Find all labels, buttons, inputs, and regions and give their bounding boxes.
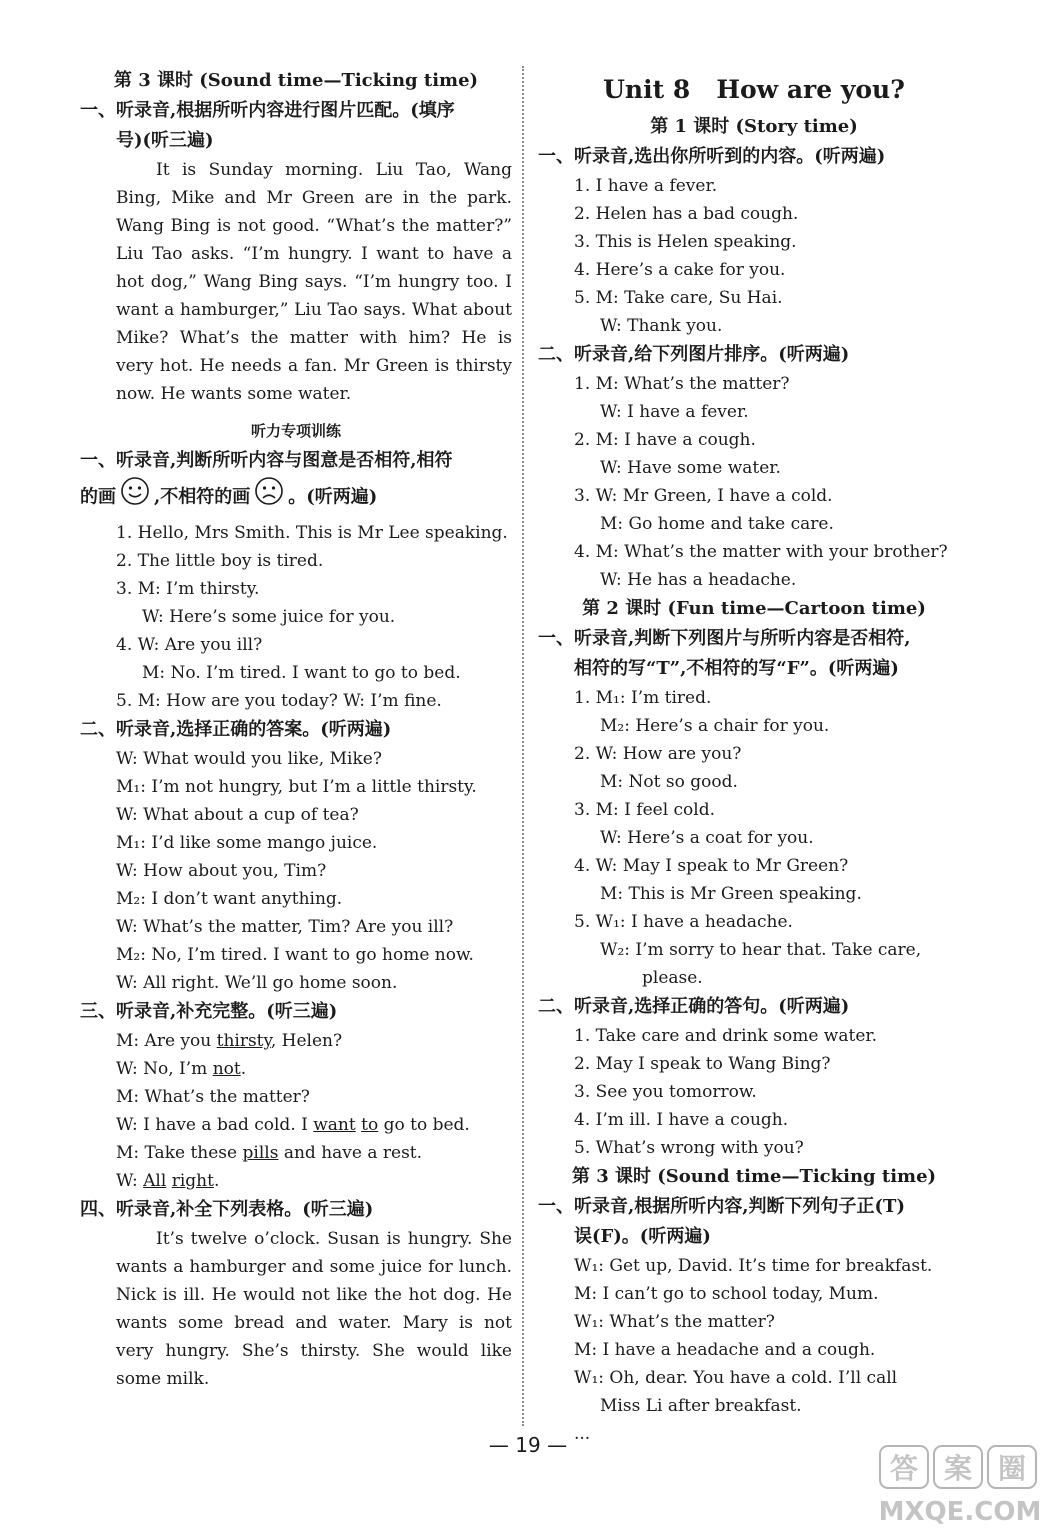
s3-text: M: Are you bbox=[116, 1031, 217, 1051]
right-r2-item: M: Go home and take care. bbox=[600, 514, 834, 534]
right-r2-item: 1. M: What’s the matter? bbox=[574, 374, 790, 394]
right-r1-item: 1. I have a fever. bbox=[574, 176, 718, 196]
left-s3-line bbox=[80, 1167, 512, 1195]
smiley-face-icon bbox=[120, 476, 150, 519]
right-r2-item: 2. M: I have a cough. bbox=[574, 430, 756, 450]
left-s1-heading-b1: 的画 bbox=[80, 486, 116, 508]
unit-title: Unit 8 How are you? bbox=[603, 75, 905, 104]
left-s1-heading-b2: ,不相符的画 bbox=[154, 486, 251, 508]
fill-in-answer: not bbox=[212, 1059, 241, 1079]
right-r1-heading: 一、听录音,选出你所听到的内容。(听两遍) bbox=[538, 146, 886, 167]
right-r2-item: 4. M: What’s the matter with your brother? bbox=[574, 542, 948, 562]
left-column bbox=[80, 66, 512, 1393]
right-r1-item: 3. This is Helen speaking. bbox=[574, 232, 797, 252]
s3-text: , Helen? bbox=[270, 1031, 343, 1051]
left-s3-line: M: What’s the matter? bbox=[116, 1087, 310, 1107]
special-training-title: 听力专项训练 bbox=[250, 422, 341, 440]
fill-in-answer: thirsty bbox=[216, 1031, 271, 1051]
fill-in-answer: to bbox=[361, 1115, 379, 1135]
right-r4-item: 1. Take care and drink some water. bbox=[574, 1026, 878, 1046]
right-r5-heading-cont: 误(F)。(听两遍) bbox=[574, 1226, 711, 1247]
right-r3-item: M: Not so good. bbox=[600, 772, 738, 792]
right-r4-item: 2. May I speak to Wang Bing? bbox=[574, 1054, 831, 1074]
fill-in-answer: All bbox=[143, 1171, 167, 1191]
right-r1-item: 2. Helen has a bad cough. bbox=[574, 204, 799, 224]
right-lesson1-title: 第 1 课时 (Story time) bbox=[650, 116, 858, 137]
left-s2-line: M₁: I’m not hungry, but I’m a little thirsty. bbox=[116, 777, 477, 797]
left-s1-item: 4. W: Are you ill? bbox=[116, 635, 263, 655]
left-s1-item: 5. M: How are you today? W: I’m fine. bbox=[116, 691, 442, 711]
left-q1-heading: 一、听录音,根据所听内容进行图片匹配。(填序 bbox=[80, 100, 455, 121]
left-s2-line: W: What’s the matter, Tim? Are you ill? bbox=[116, 917, 454, 937]
left-q1-passage: It is Sunday morning. Liu Tao, Wang Bing, Mike and Mr Green are in the park. Wang Bing is not good. “What’s the matter?” Liu Tao asks. “I’m hungry. I want to have a hot dog,” Wang Bing says. “I’m hungry too. I want a hamburger,” Liu Tao says. What about Mike? What’s the matter with him? He is very hot. He needs a fan. Mr Green is thirsty now. He wants some water. bbox=[116, 160, 512, 404]
right-r4-heading: 二、听录音,选择正确的答句。(听两遍) bbox=[538, 996, 850, 1017]
left-s3-line bbox=[80, 1055, 512, 1083]
left-s1-item: 3. M: I’m thirsty. bbox=[116, 579, 260, 599]
right-r5-item: W₁: Oh, dear. You have a cold. I’ll call bbox=[574, 1368, 898, 1388]
left-s3-heading: 三、听录音,补充完整。(听三遍) bbox=[80, 1001, 338, 1022]
watermark-logo bbox=[876, 1440, 1046, 1530]
left-lesson3-title: 第 3 课时 (Sound time—Ticking time) bbox=[113, 70, 479, 91]
s3-text: W: No, I’m bbox=[116, 1059, 213, 1079]
left-s3-line bbox=[80, 1027, 512, 1055]
right-r3-item: 1. M₁: I’m tired. bbox=[574, 688, 712, 708]
s3-text: W: bbox=[116, 1171, 144, 1191]
left-s1-item: W: Here’s some juice for you. bbox=[142, 607, 396, 627]
right-r5-item: W₁: What’s the matter? bbox=[574, 1312, 775, 1332]
right-r2-item: W: Have some water. bbox=[600, 458, 781, 478]
right-r4-item: 3. See you tomorrow. bbox=[574, 1082, 757, 1102]
left-s1-heading: 一、听录音,判断所听内容与图意是否相符,相符 bbox=[80, 450, 453, 471]
s3-text: . bbox=[213, 1171, 220, 1191]
fill-in-answer: want bbox=[313, 1115, 356, 1135]
right-r1-item: 5. M: Take care, Su Hai. bbox=[574, 288, 783, 308]
right-lesson2-title: 第 2 课时 (Fun time—Cartoon time) bbox=[582, 598, 926, 619]
column-divider bbox=[522, 66, 524, 1426]
left-s4-heading: 四、听录音,补全下列表格。(听三遍) bbox=[80, 1199, 374, 1220]
fill-in-answer: right bbox=[171, 1171, 214, 1191]
right-r2-item: 3. W: Mr Green, I have a cold. bbox=[574, 486, 833, 506]
svg-text:圈: 圈 bbox=[997, 1452, 1027, 1485]
right-r3-item: W: Here’s a coat for you. bbox=[600, 828, 814, 848]
right-r3-heading: 一、听录音,判断下列图片与所听内容是否相符, bbox=[538, 628, 911, 649]
right-r5-item: M: I have a headache and a cough. bbox=[574, 1340, 876, 1360]
right-r3-item: 5. W₁: I have a headache. bbox=[574, 912, 793, 932]
right-r3-item: 2. W: How are you? bbox=[574, 744, 742, 764]
right-r5-heading: 一、听录音,根据所听内容,判断下列句子正(T) bbox=[538, 1196, 905, 1217]
right-r1-item: W: Thank you. bbox=[600, 316, 723, 336]
left-s1-heading-b3: 。(听两遍) bbox=[288, 486, 378, 508]
right-r3-item: M: This is Mr Green speaking. bbox=[600, 884, 862, 904]
right-r5-item: W₁: Get up, David. It’s time for breakfast. bbox=[574, 1256, 933, 1276]
svg-text:答: 答 bbox=[889, 1452, 919, 1485]
left-s4-passage: It’s twelve o’clock. Susan is hungry. She wants a hamburger and some juice for lunch. Nick is ill. He would not like the hot dog. He wants some bread and water. Mary is not very hungry. She’s thirsty. She would like some milk. bbox=[116, 1229, 512, 1389]
right-r1-item: 4. Here’s a cake for you. bbox=[574, 260, 786, 280]
s3-text: M: Take these bbox=[116, 1143, 243, 1163]
right-lesson3-title: 第 3 课时 (Sound time—Ticking time) bbox=[571, 1166, 937, 1187]
left-s2-line: M₁: I’d like some mango juice. bbox=[116, 833, 378, 853]
right-r5-item: M: I can’t go to school today, Mum. bbox=[574, 1284, 879, 1304]
left-s3-line bbox=[80, 1139, 512, 1167]
s3-text: go to bed. bbox=[378, 1115, 470, 1135]
left-s1-heading-line2 bbox=[80, 476, 512, 519]
page-number: — 19 — bbox=[488, 1433, 568, 1457]
left-s1-item: 1. Hello, Mrs Smith. This is Mr Lee speaking. bbox=[116, 523, 508, 543]
right-r3-item: 3. M: I feel cold. bbox=[574, 800, 716, 820]
right-r2-item: W: He has a headache. bbox=[600, 570, 797, 590]
left-s2-heading: 二、听录音,选择正确的答案。(听两遍) bbox=[80, 719, 392, 740]
left-s1-item: M: No. I’m tired. I want to go to bed. bbox=[142, 663, 461, 683]
right-r3-item: 4. W: May I speak to Mr Green? bbox=[574, 856, 849, 876]
right-r3-item: M₂: Here’s a chair for you. bbox=[600, 716, 830, 736]
right-r5-item: ... bbox=[574, 1424, 591, 1444]
svg-text:MXQE.COM: MXQE.COM bbox=[878, 1497, 1042, 1527]
left-s2-line: W: How about you, Tim? bbox=[116, 861, 327, 881]
left-s1-item: 2. The little boy is tired. bbox=[116, 551, 324, 571]
right-r2-heading: 二、听录音,给下列图片排序。(听两遍) bbox=[538, 344, 850, 365]
right-r3-item: please. bbox=[642, 968, 703, 988]
svg-text:案: 案 bbox=[943, 1452, 973, 1485]
fill-in-answer: pills bbox=[242, 1143, 279, 1163]
s3-text: . bbox=[240, 1059, 247, 1079]
right-r3-item: W₂: I’m sorry to hear that. Take care, bbox=[600, 940, 922, 960]
left-s2-line: M₂: I don’t want anything. bbox=[116, 889, 343, 909]
left-s3-line bbox=[80, 1111, 512, 1139]
sad-face-icon bbox=[254, 476, 284, 519]
s3-text: W: I have a bad cold. I bbox=[116, 1115, 314, 1135]
left-s2-line: W: What about a cup of tea? bbox=[116, 805, 359, 825]
right-r5-item: Miss Li after breakfast. bbox=[600, 1396, 802, 1416]
left-s2-line: W: All right. We’ll go home soon. bbox=[116, 973, 398, 993]
s3-text: and have a rest. bbox=[278, 1143, 423, 1163]
right-column bbox=[538, 66, 970, 1448]
right-r4-item: 4. I’m ill. I have a cough. bbox=[574, 1110, 789, 1130]
left-s2-line: M₂: No, I’m tired. I want to go home now. bbox=[116, 945, 474, 965]
right-r4-item: 5. What’s wrong with you? bbox=[574, 1138, 804, 1158]
left-s2-line: W: What would you like, Mike? bbox=[116, 749, 382, 769]
right-r3-heading-cont: 相符的写“T”,不相符的写“F”。(听两遍) bbox=[574, 658, 899, 679]
left-q1-heading-cont: 号)(听三遍) bbox=[116, 130, 214, 151]
right-r2-item: W: I have a fever. bbox=[600, 402, 749, 422]
